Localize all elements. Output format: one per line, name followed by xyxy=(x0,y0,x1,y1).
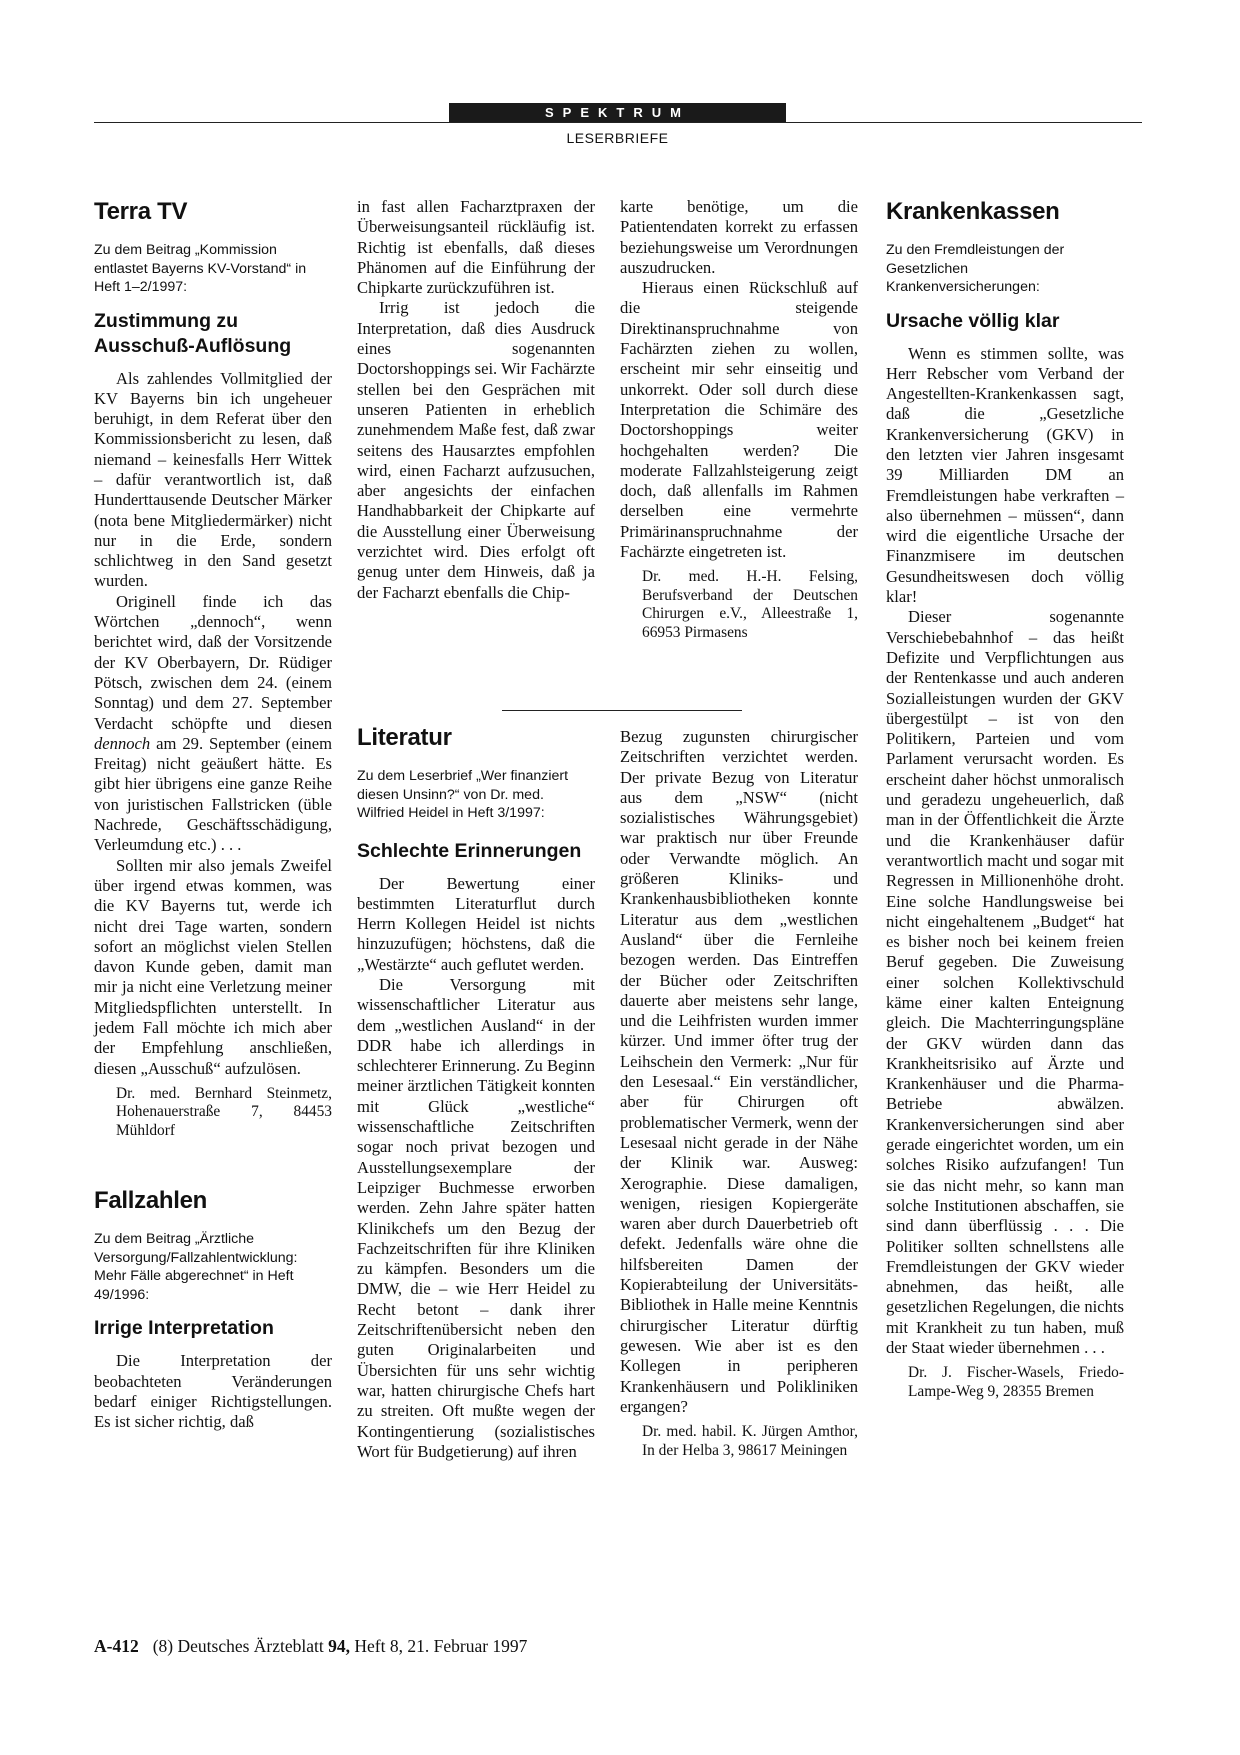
article-title: Fallzahlen xyxy=(94,1187,208,1215)
article-intro: Zu dem Beitrag „Ärztliche Versorgung/Fallzahlentwicklung: Mehr Fälle abgerechnet“ in Heft 49/1996: xyxy=(94,1231,298,1303)
issue-date: Heft 8, 21. Februar 1997 xyxy=(350,1636,528,1656)
paragraph: Die Interpretation der beobachteten Veränderungen bedarf einiger Richtigstellungen. Es ist sicher richtig, daß xyxy=(94,1351,332,1432)
letter-headline: Schlechte Erinnerungen xyxy=(357,839,582,862)
paragraph: Originell finde ich das Wörtchen „dennoch“, wenn berichtet wird, daß der Vorsitzende der KV Oberbayern, Dr. Rüdiger Pötsch, zwischen dem 24. (einem Sonntag) und dem 27. September Verdacht schöpfte und diesen dennoch am 29. September (einem Freitag) nicht geäußert hätte. Es gibt hier übrigens eine ganze Reihe von juristischen Fallstricken (üble Nachrede, Geschäftsschädigung, Verleumdung etc.) . . . xyxy=(94,591,332,855)
column-2-top xyxy=(357,197,595,603)
signature: Dr. J. Fischer-Wasels, Friedo-Lampe-Weg 9, 28355 Bremen xyxy=(908,1364,1124,1400)
letter-headline: Zustimmung zu Ausschuß-Auflösung xyxy=(94,309,292,357)
paragraph: Hieraus einen Rückschluß auf die steigende Direktinanspruchnahme von Fachärzten ziehen zu wollen, erscheint mir sehr einseitig und unkorrekt. Oder soll durch diese Interpretation die Schimäre des Doctorshoppings weiter hochgehalten werden? Die moderate Fallzahlsteigerung zeigt doch, daß allenfalls im Rahmen derselben eine vermehrte Primärinanspruchnahme der Fachärzte eingetreten ist. xyxy=(620,278,858,562)
article-title: Literatur xyxy=(357,724,452,751)
paragraph: Wenn es stimmen sollte, was Herr Rebscher vom Verband der Angestellten-Krankenkassen sagt, daß die „Gesetzliche Krankenversicherung (GKV) in den letzten vier Jahren insgesamt 39 Milliarden DM an Fremdleistungen habe verkraften – also übernehmen – müssen“, dann wird die eigentliche Ursache der Finanzmisere im deutschen Gesundheitswesen doch völlig klar! xyxy=(886,343,1124,607)
paragraph: Irrig ist jedoch die Interpretation, daß dies Ausdruck eines sogenannten Doctorshoppings sei. Wir Fachärzte stellen bei den Gesprächen mit unseren Patienten in erheblich zunehmendem Maße fest, daß zwar seitens des Hausarztes empfohlen wird, einen Facharzt aufzusuchen, aber angesichts der einfachen Handhabbarkeit der Chipkarte auf die Ausstellung einer Überweisung verzichtet wird. Dies erfolgt oft genug unter dem Hinweis, daß ja der Facharzt ebenfalls die Chip- xyxy=(357,298,595,602)
signature: Dr. med. Bernhard Steinmetz, Hohenauerstraße 7, 84453 Mühldorf xyxy=(116,1084,332,1139)
volume-number: 94, xyxy=(328,1636,351,1656)
column-1 xyxy=(94,197,332,1433)
article-intro: Zu dem Leserbrief „Wer finanziert diesen Unsinn?“ von Dr. med. Wilfried Heidel in Heft 3/1997: xyxy=(357,768,569,821)
article-separator xyxy=(502,710,742,711)
letter-headline: Ursache völlig klar xyxy=(886,309,1060,332)
paragraph: Die Versorgung mit wissenschaftlicher Literatur aus dem „westlichen Ausland“ in der DDR habe ich allerdings in schlechterer Erinnerung. Zu Beginn meiner ärztlichen Tätigkeit konnten mit Glück „westliche“ wissenschaftliche Zeitschriften sogar noch privat bezogen und Ausstellungsexemplare der Leipziger Buchmesse erworben werden. Zehn Jahre später hatten Klinikchefs um den Bezug der Fachzeitschriften für ihre Kliniken zu kämpfen. Besonders um die DMW, die – wie Herr Heidel zu Recht betont – dank ihrer Zeitschriftenübersicht neben den guten Originalarbeiten und Übersichten für uns sehr wichtig war, hatten chirurgische Chefs hart zu streiten. Oft mußte wegen der Kontingentierung (sozialistisches Wort für Budgetierung) auf ihren xyxy=(357,974,595,1461)
header-rule xyxy=(94,122,1142,123)
page-number: A-412 xyxy=(94,1636,139,1656)
column-2-bottom xyxy=(357,723,595,1462)
journal-citation: (8) Deutsches Ärzteblatt xyxy=(152,1636,329,1656)
column-3-bottom xyxy=(620,727,858,1460)
paragraph: Sollten mir also jemals Zweifel über irgend etwas kommen, was die KV Bayerns tut, werde ich nicht drei Tage warten, sondern sofort an möglichst vielen Stellen davon Kunde geben, damit man mir ja nicht eine Verletzung meiner Mitgliedspflichten unterstellt. In jedem Fall möchte ich mich aber der Empfehlung anschließen, diesen „Ausschuß“ aufzulösen. xyxy=(94,855,332,1078)
paragraph: Bezug zugunsten chirurgischer Zeitschriften verzichtet werden. Der private Bezug von Literatur aus dem „NSW“ (nicht sozialistisches Währungsgebiet) war praktisch nur über Freunde oder Verwandte möglich. An größeren Kliniks- und Krankenhausbibliotheken konnte Literatur aus dem „westlichen Ausland“ über die Fernleihe bezogen werden. Das Eintreffen der Bücher oder Zeitschriften dauerte aber meistens sehr lange, und die Leihfristen wurden immer kürzer. Und immer öfter trug der Leihschein den Vermerk: „Nur für den Lesesaal.“ Ein verständlicher, aber für Chirurgen oft problematischer Vermerk, wenn der Lesesaal nicht gerade in der Nähe der Klinik war. Ausweg: Xerographie. Diese damaligen, wenigen, riesigen Kopiergeräte waren aber durch Dauerbetrieb oft defekt. Jedenfalls wäre ohne die hilfsbereiten Damen der Kopierabteilung der Universitäts-Bibliothek in Halle meine Kenntnis chirurgischer Literatur dürftig gewesen. Wie aber ist es den Kollegen in peripheren Krankenhäusern und Polikliniken ergangen? xyxy=(620,727,858,1416)
section-banner: SPEKTRUM xyxy=(449,103,786,122)
paragraph: Dieser sogenannte Verschiebebahnhof – das heißt Defizite und Verpflichtungen aus der Rentenkasse und auch anderen Sozialleistungen wurden der GKV übergestülpt – ist von den Politikern, Parteien und vom Parlament verursacht worden. Es erscheint daher höchst unmoralisch und geradezu ungeheuerlich, daß man in der Öffentlichkeit die Ärzte und die Krankenhäuser dafür verantwortlich macht und sogar mit Regressen in Millionenhöhe droht. Eine solche Handlungsweise bei nicht eingehaltenem „Budget“ hat es bisher noch bei keinem freien Beruf gegeben. Die Zuweisung einer solchen Kollektivschuld käme einer kalten Enteignung gleich. Die Machterringungspläne der GKV würden dann das Krankheitsrisiko auf Ärzte und Krankenhäuser und die Pharma-Betriebe abwälzen. Krankenversicherungen sind aber gerade eingerichtet worden, um ein solches Risiko aufzufangen! Tun sie das nicht mehr, so kann man solche Institutionen abschaffen, sie sind dann überflüssig . . . Die Politiker sollten schnellstens alle Fremdleistungen der GKV wieder abnehmen, das heißt, alle gesetzlichen Regelungen, die nichts mit Krankheit zu tun haben, muß der Staat wieder übernehmen . . . xyxy=(886,607,1124,1358)
column-4 xyxy=(886,197,1124,1401)
paragraph: karte benötige, um die Patientendaten korrekt zu erfassen beziehungsweise um Verordnungen auszudrucken. xyxy=(620,197,858,277)
section-subtitle: LESERBRIEFE xyxy=(566,130,669,146)
page-footer xyxy=(94,1636,527,1657)
article-title: Terra TV xyxy=(94,198,188,225)
letter-headline: Irrige Interpretation xyxy=(94,1317,274,1340)
column-3-top xyxy=(620,197,858,642)
signature: Dr. med. H.-H. Felsing, Berufsverband der Deutschen Chirurgen e.V., Alleestraße 1, 66953 Pirmasens xyxy=(642,568,858,641)
paragraph: Als zahlendes Vollmitglied der KV Bayerns bin ich ungeheuer beruhigt, in dem Referat über den Kommissionsbericht zu lesen, daß niemand – keinesfalls Herr Wittek – dafür verantwortlich ist, daß Hunderttausende Deutscher Märker (nota bene Mitgliedermärker) nicht nur in die Erde, sondern schlichtweg in den Sand gesetzt wurden. xyxy=(94,368,332,591)
paragraph: Der Bewertung einer bestimmten Literaturflut durch Herrn Kollegen Heidel ist nichts hinzuzufügen; höchstens, daß die „Westärzte“ auch geflutet werden. xyxy=(357,873,595,974)
article-intro: Zu den Fremdleistungen der Gesetzlichen Krankenversicherungen: xyxy=(886,242,1065,295)
article-title: Krankenkassen xyxy=(886,198,1060,225)
paragraph: in fast allen Facharztpraxen der Überweisungsanteil rückläufig ist. Richtig ist ebenfalls, daß dieses Phänomen auf die Einführung der Chipkarte zurückzuführen ist. xyxy=(357,197,595,298)
signature: Dr. med. habil. K. Jürgen Amthor, In der Helba 3, 98617 Meiningen xyxy=(642,1423,858,1459)
article-intro: Zu dem Beitrag „Kommission entlastet Bayerns KV-Vorstand“ in Heft 1–2/1997: xyxy=(94,242,307,295)
